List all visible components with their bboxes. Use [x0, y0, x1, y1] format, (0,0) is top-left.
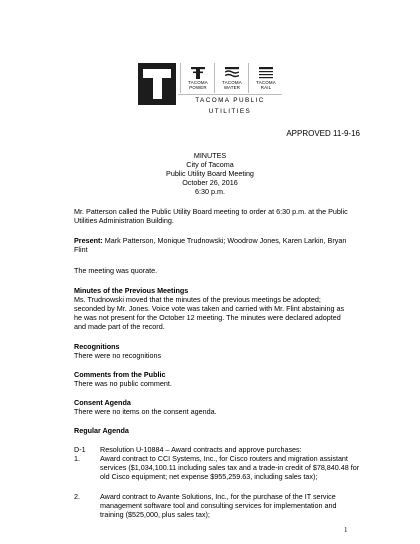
logo-caption-water: TACOMA WATER	[222, 80, 242, 90]
agenda-subitem-num: 1.	[74, 454, 80, 463]
tacoma-public-utilities-logo	[138, 63, 282, 115]
approved-date: APPROVED 11-9-16	[286, 129, 360, 138]
agenda-subitem-num: 2.	[74, 492, 80, 501]
doc-title: MINUTES	[193, 151, 227, 160]
rail-icon	[259, 67, 273, 79]
doc-meeting: Public Utility Board Meeting	[166, 169, 254, 178]
doc-time: 6:30 p.m.	[195, 187, 225, 196]
agenda-subitem-text: Award contract to CCI Systems, Inc., for Cisco routers and migration assistant services ($1,034,100.11 including sales tax and a trade-in credit of $78,840.48 for old Cisco equipment; net expense $955,259.63, including sales tax);	[100, 454, 360, 481]
page-number: 1	[344, 526, 348, 534]
power-icon	[191, 67, 205, 79]
doc-org: City of Tacoma	[186, 160, 234, 169]
logo-caption-power: TACOMA POWER	[188, 80, 208, 90]
agenda-item-id: D-1	[74, 445, 86, 454]
agenda-item-text: Resolution U-10884 – Award contracts and approve purchases:	[100, 445, 302, 454]
present-names: Mark Patterson, Monique Trudnowski; Woodrow Jones, Karen Larkin, Bryan Flint	[74, 236, 347, 254]
tacoma-power-mark	[180, 63, 215, 93]
tacoma-rail-mark	[248, 63, 283, 93]
logo-caption-rail: TACOMA RAIL	[256, 80, 276, 90]
t-logo-icon	[138, 63, 176, 105]
recognitions-heading: Recognitions	[74, 342, 120, 351]
comments-body: There was no public comment.	[74, 379, 172, 388]
intro-paragraph: Mr. Patterson called the Public Utility Board meeting to order at 6:30 p.m. at the Public Utilities Administration Building.	[74, 207, 348, 225]
consent-body: There were no items on the consent agenda.	[74, 407, 217, 416]
quorate-text: The meeting was quorate.	[74, 266, 158, 275]
present-label: Present:	[74, 236, 103, 245]
minutes-heading: Minutes of the Previous Meetings	[74, 286, 189, 295]
minutes-body: Ms. Trudnowski moved that the minutes of the previous meetings be adopted; seconded by Mr. Jones. Voice vote was taken and carried with Mr. Flint abstaining as he was not present for the October 12 meeting. The minutes were declared adopted and made part of the record.	[74, 295, 345, 331]
present-paragraph	[74, 236, 354, 254]
consent-heading: Consent Agenda	[74, 398, 131, 407]
recognitions-body: There were no recognitions	[74, 351, 162, 360]
agenda-subitem-text: Award contract to Avante Solutions, Inc., for the purchase of the IT service management software tool and consulting services for implementation and training ($525,000, plus sales tax);	[100, 492, 337, 519]
water-icon	[225, 67, 239, 79]
regular-agenda-heading: Regular Agenda	[74, 426, 129, 435]
logo-band-text: TACOMA PUBLIC UTILITIES	[178, 94, 282, 106]
tacoma-water-mark	[214, 63, 249, 93]
doc-date: October 26, 2016	[182, 178, 238, 187]
comments-heading: Comments from the Public	[74, 370, 166, 379]
